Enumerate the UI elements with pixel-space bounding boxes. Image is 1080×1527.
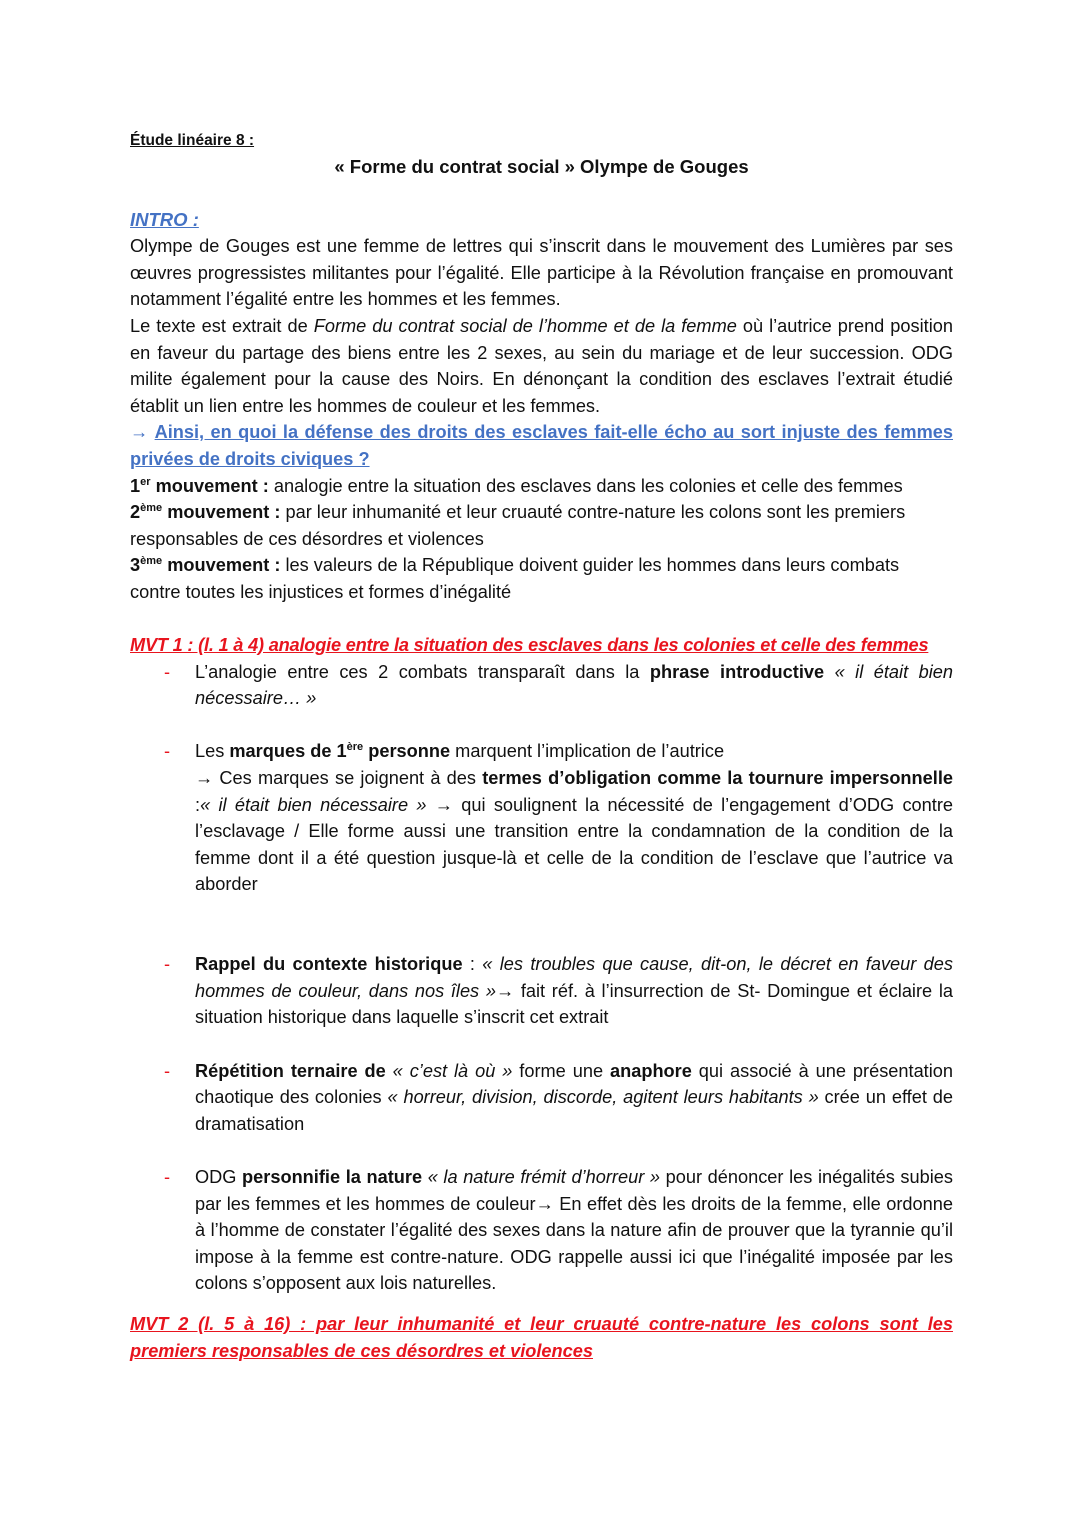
dash-bullet: - — [164, 1166, 171, 1187]
list-item: - L’analogie entre ces 2 combats transparaît dans la phrase introductive « il était bien nécessaire… » — [130, 659, 953, 712]
work-title: Forme du contrat social de l’homme et de la femme — [313, 315, 737, 336]
document-title: « Forme du contrat social » Olympe de Gouges — [334, 156, 749, 177]
intro-paragraph-1: Olympe de Gouges est une femme de lettres qui s’inscrit dans le mouvement des Lumières par ses œuvres progressistes militantes pour l’égalité. Elle participe à la Révolution française en promouvant notamment l’égalité entre les hommes et les femmes. — [130, 236, 953, 310]
dash-bullet: - — [164, 661, 171, 682]
list-item: - ODG personnifie la nature « la nature frémit d’horreur » pour dénoncer les inégalités subies par les femmes et les hommes de couleur→ En effet dès les droits de la femme, elle ordonne à l’homme de constater l’égalité des sexes dans la nature afin de prouver que la tyrannie qu’il impose à la femme est contre-nature. ODG rappelle aussi ici que l’inégalité imposée par les colons s’opposent aux lois naturelles. — [130, 1164, 953, 1297]
list-item: - Répétition ternaire de « c’est là où » forme une anaphore qui associé à une présentation chaotique des colonies « horreur, division, discorde, agitent leurs habitants » crée un effet de dramatisation — [130, 1058, 953, 1138]
dash-bullet: - — [164, 741, 171, 762]
list-item: - Rappel du contexte historique : « les troubles que cause, dit-on, le décret en faveur des hommes de couleur, dans nos îles »→ fait réf. à l’insurrection de St- Domingue et éclaire la situation historique dans laquelle s’inscrit cet extrait — [130, 951, 953, 1031]
movement-3: 3ème mouvement : les valeurs de la République doivent guider les hommes dans leurs combats contre toutes les injustices et formes d’inégalité — [130, 555, 900, 602]
movement-1: 1er mouvement : analogie entre la situation des esclaves dans les colonies et celle des femmes — [130, 475, 903, 496]
mvt1-list — [130, 659, 953, 1297]
arrow-right-icon: → — [495, 980, 515, 1001]
mvt2-heading: MVT 2 (l. 5 à 16) : par leur inhumanité et leur cruauté contre-nature les colons sont les premiers responsables de ces désordres et violences — [130, 1313, 953, 1361]
document-page — [130, 128, 953, 1364]
arrow-right-icon: → — [195, 768, 214, 789]
intro-paragraph-2: Le texte est extrait de Forme du contrat social de l’homme et de la femme où l’autrice prend position en faveur du partage des biens entre les 2 sexes, au sein du mariage et de leur succession. ODG milite également pour la cause des Noirs. En dénonçant la condition des esclaves l’extrait étudié établit un lien entre les hommes de couleur et les femmes. — [130, 315, 953, 416]
study-label: Étude linéaire 8 : — [130, 132, 255, 149]
dash-bullet: - — [164, 954, 171, 975]
arrow-right-icon: → — [535, 1193, 554, 1214]
problematique-text: Ainsi, en quoi la défense des droits des esclaves fait-elle écho au sort injuste des femmes privées de droits civiques ? — [130, 422, 953, 469]
mvt1-heading: MVT 1 : (l. 1 à 4) analogie entre la situation des esclaves dans les colonies et celle des femmes — [130, 635, 929, 656]
movement-2: 2ème mouvement : par leur inhumanité et leur cruauté contre-nature les colons sont les premiers responsables de ces désordres et violences — [130, 502, 906, 549]
arrow-right-icon: → — [130, 422, 149, 443]
intro-heading: INTRO : — [130, 208, 199, 230]
list-item: - Les marques de 1ère personne marquent l’implication de l’autrice → Ces marques se joignent à des termes d’obligation comme la tournure impersonnelle :« il était bien nécessaire » → qui soulignent la nécessité de l’engagement d’ODG contre l’esclavage / Elle forme aussi une transition entre la condamnation de la condition de la femme dont il a été question jusque-là et celle de la condition de l’esclave que l’autrice va aborder — [130, 738, 953, 898]
dash-bullet: - — [164, 1060, 171, 1081]
arrow-right-icon: → — [426, 794, 462, 815]
problematique — [130, 419, 953, 472]
